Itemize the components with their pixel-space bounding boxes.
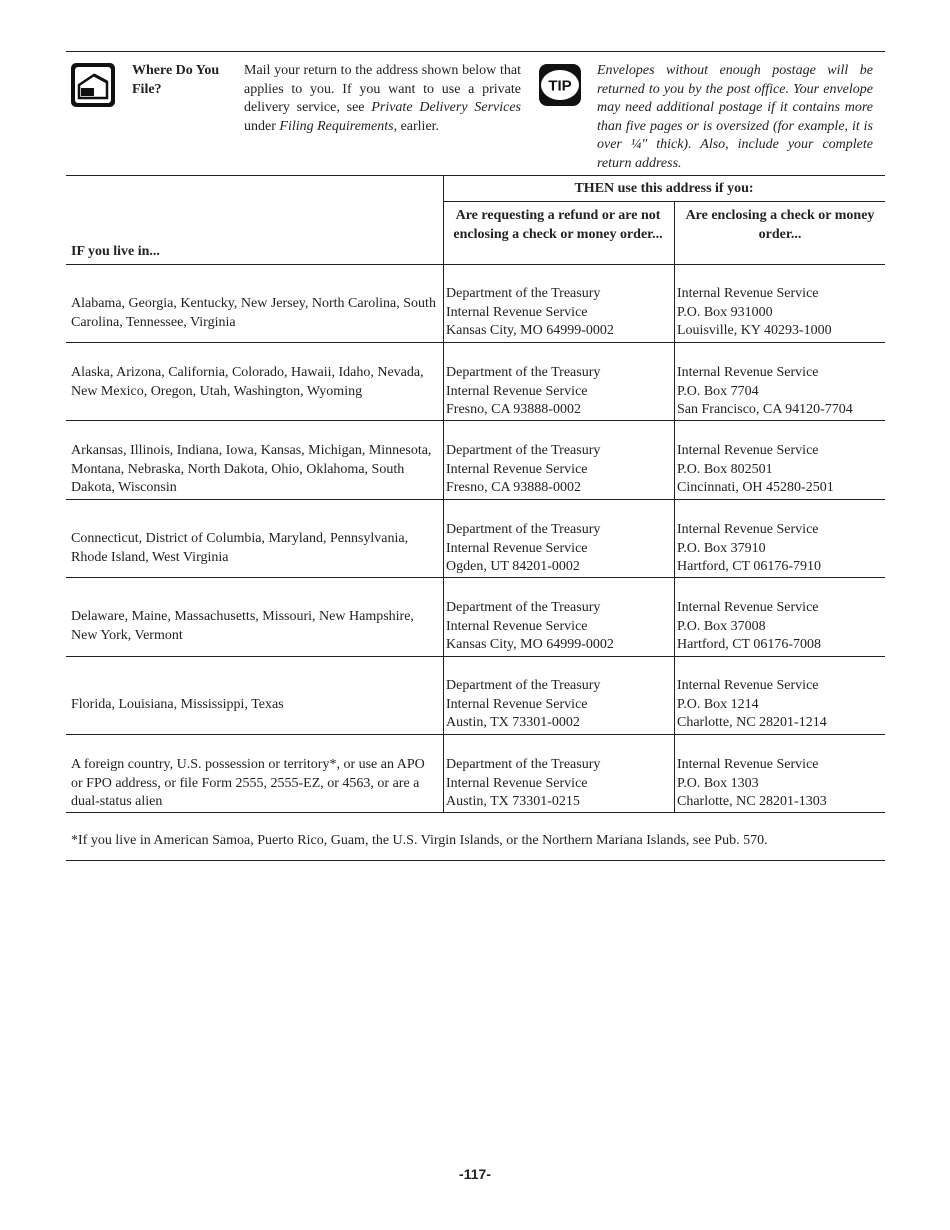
refund-address: Department of the Treasury Internal Revenue Service Ogden, UT 84201-0002 [446, 522, 601, 574]
table-row-states: Florida, Louisiana, Mississippi, Texas [71, 697, 284, 712]
if-header: IF you live in... [71, 244, 160, 259]
check-address: Internal Revenue Service P.O. Box 802501 Cincinnati, OH 45280-2501 [677, 443, 834, 495]
tip-icon [538, 63, 582, 107]
row-rule [66, 656, 885, 657]
table-row-states: Connecticut, District of Columbia, Maryland, Pennsylvania, Rhode Island, West Virginia [71, 531, 409, 565]
refund-address: Department of the Treasury Internal Revenue Service Kansas City, MO 64999-0002 [446, 600, 614, 652]
table-row-states: A foreign country, U.S. possession or territory*, or use an APO or FPO address, or file Form 2555, 2555-EZ, or 4563, or are a dual-status alien [71, 757, 425, 809]
refund-address: Department of the Treasury Internal Revenue Service Austin, TX 73301-0215 [446, 757, 601, 809]
check-address: Internal Revenue Service P.O. Box 1214 Charlotte, NC 28201-1214 [677, 678, 827, 730]
refund-address: Department of the Treasury Internal Revenue Service Fresno, CA 93888-0002 [446, 443, 601, 495]
table-row-states: Alabama, Georgia, Kentucky, New Jersey, North Carolina, South Carolina, Tennessee, Virginia [71, 296, 436, 330]
table-bottom-rule [66, 812, 885, 813]
table-divider-right [674, 201, 675, 812]
then-header: THEN use this address if you: [574, 181, 754, 196]
refund-address: Department of the Treasury Internal Revenue Service Kansas City, MO 64999-0002 [446, 286, 614, 338]
table-row-states: Delaware, Maine, Massachusetts, Missouri, New Hampshire, New York, Vermont [71, 609, 414, 643]
table-header-rule [66, 264, 885, 265]
where-do-you-file-text: Mail your return to the address shown below that applies to you. If you want to use a private delivery service, see Private Delivery Services under Filing Requirements, earlier. [244, 63, 521, 134]
row-rule [66, 734, 885, 735]
header-bottom-rule [66, 175, 885, 176]
col-check-header: Are enclosing a check or money order... [685, 208, 875, 242]
table-divider-left [443, 175, 444, 812]
tip-text: Envelopes without enough postage will be returned to you by the post office. Your envelope may need additional postage if it contains more than five pages or is oversized (for example, it is over ¼" thick). Also, include your complete return address. [597, 63, 873, 171]
where-do-you-file-title: Where Do You File? [132, 63, 220, 97]
tip-label: TIP [548, 77, 572, 95]
filing-requirements-ref: Filing Requirements, [279, 118, 398, 134]
row-rule [66, 499, 885, 500]
refund-address: Department of the Treasury Internal Revenue Service Fresno, CA 93888-0002 [446, 365, 601, 417]
check-address: Internal Revenue Service P.O. Box 37910 Hartford, CT 06176-7910 [677, 522, 821, 574]
row-rule [66, 342, 885, 343]
col-refund-header: Are requesting a refund or are not enclosing a check or money order... [453, 208, 663, 242]
check-address: Internal Revenue Service P.O. Box 1303 Charlotte, NC 28201-1303 [677, 757, 827, 809]
footnote: *If you live in American Samoa, Puerto Rico, Guam, the U.S. Virgin Islands, or the Northern Mariana Islands, see Pub. 570. [71, 833, 768, 848]
check-address: Internal Revenue Service P.O. Box 37008 Hartford, CT 06176-7008 [677, 600, 821, 652]
row-rule [66, 577, 885, 578]
top-rule [66, 51, 885, 52]
mailbox-icon [70, 62, 116, 108]
table-row-states: Alaska, Arizona, California, Colorado, Hawaii, Idaho, Nevada, New Mexico, Oregon, Utah, Washington, Wyoming [71, 365, 424, 399]
page-number: -117- [459, 1166, 491, 1182]
refund-address: Department of the Treasury Internal Revenue Service Austin, TX 73301-0002 [446, 678, 601, 730]
row-rule [66, 420, 885, 421]
footnote-rule [66, 860, 885, 861]
table-row-states: Arkansas, Illinois, Indiana, Iowa, Kansas, Michigan, Minnesota, Montana, Nebraska, North Dakota, Ohio, Oklahoma, South Dakota, Wisconsin [71, 443, 432, 495]
private-delivery-services-ref: Private Delivery Services [371, 100, 521, 115]
check-address: Internal Revenue Service P.O. Box 7704 San Francisco, CA 94120-7704 [677, 365, 853, 417]
check-address: Internal Revenue Service P.O. Box 931000 Louisville, KY 40293-1000 [677, 286, 832, 338]
then-header-rule [443, 201, 885, 202]
